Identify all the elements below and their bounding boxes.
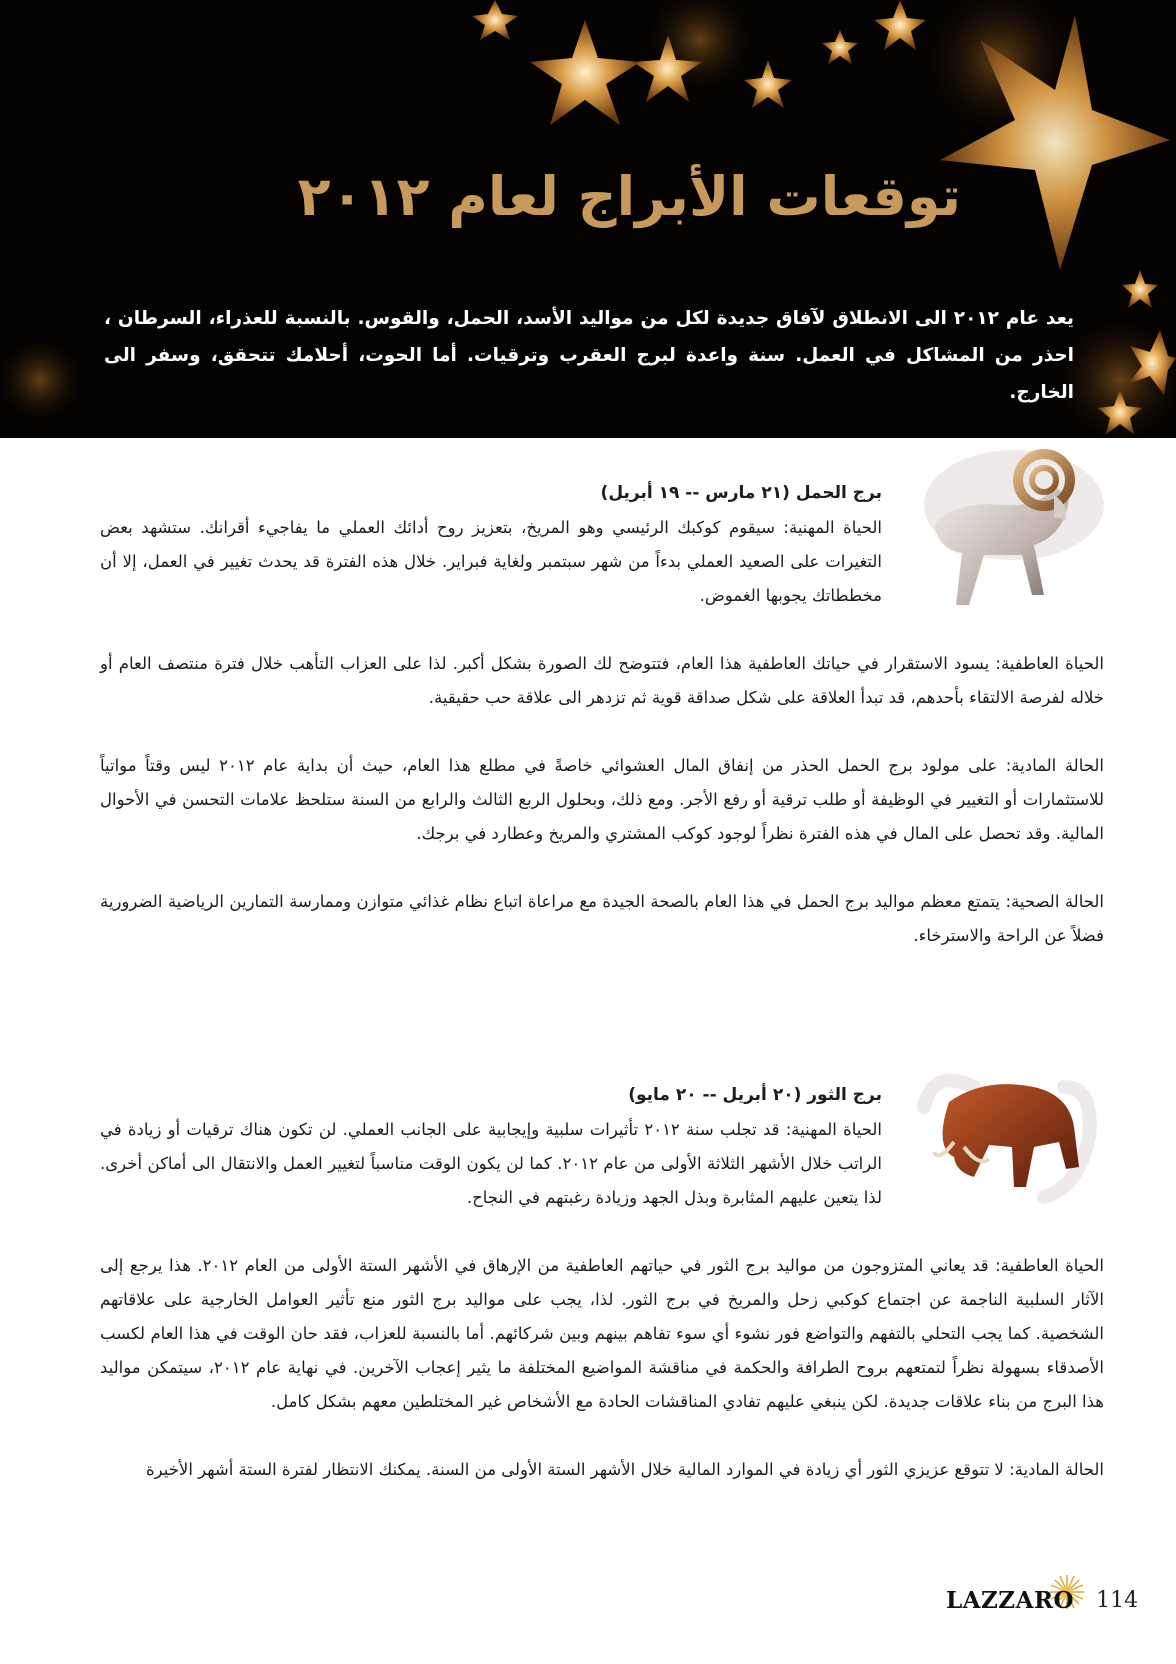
page-title: توقعات الأبراج لعام ٢٠١٢ [297,165,961,228]
taurus-bull-image [894,1047,1104,1207]
taurus-heading: برج الثور (٢٠ أبريل -- ٢٠ مايو) [628,1085,882,1105]
aries-money-paragraph: الحالة المادية: على مولود برج الحمل الحذر من إنفاق المال العشوائي خاصةً في مطلع هذا العام، حيث أن بداية عام ٢٠١٢ ليس وقتاً مواتياً للاستثمارات أو التغيير في الوظيفة أو طلب ترقية أو رفع الأجر. ومع ذلك، وبحلول الربع الثالث والرابع من السنة ستلحظ علامات التحسن في الأحوال المالية. وقد تحصل على المال في هذه الفترة نظراً لوجود كوكب المشتري والمريخ وعطارد في برجك. [100,756,1104,843]
aries-heading: برج الحمل (٢١ مارس -- ١٩ أبريل) [600,483,882,503]
taurus-love-paragraph: الحياة العاطفية: قد يعاني المتزوجون من مواليد برج الثور في حياتهم العاطفية من الإرهاق في الأشهر الستة الأولى من العام ٢٠١٢. هذا يرجع إلى الآثار السلبية الناجمة عن اجتماع كوكبي زحل والمريخ في برج الثور. لذا، يجب على مواليد برج الثور منع تأثير العوامل الخارجية على علاقاتهم الشخصية. كما يجب التحلي بالتفهم والتواضع فور نشوء أي سوء تفاهم بينهم وبين شركائهم. أما بالنسبة للعزاب، فقد حان الوقت في هذا العام لكسب الأصدقاء بسهولة نظراً لتمتعهم بروح الطرافة والحكمة في مناقشة المواضيع المختلفة ما يثير إعجاب الآخرين. في نهاية عام ٢٠١٢، سيتمكن مواليد هذا البرج من بناء علاقات جديدة. لكن ينبغي عليهم تفادي المناقشات الحادة مع الأشخاص غير المختلطين معهم بشكل كامل. [100,1256,1104,1411]
taurus-career-paragraph: الحياة المهنية: قد تجلب سنة ٢٠١٢ تأثيرات سلبية وإيجابية على الجانب العملي. لن تكون هناك ترقيات أو زيادة في الراتب خلال الأشهر الثلاثة الأولى من عام ٢٠١٢. كما لن يكون الوقت مناسباً لتغيير العمل والانتقال الى أماكن أخرى. لذا يتعين عليهم المثابرة وبذل الجهد وزيادة رغبتهم في النجاح. [100,1120,882,1207]
intro-paragraph: يعد عام ٢٠١٢ الى الانطلاق لآفاق جديدة لكل من مواليد الأسد، الحمل، والقوس. بالنسبة للعذراء، السرطان ، احذر من المشاكل في العمل. سنة واعدة لبرج العقرب وترقيات. أما الحوت، أحلامك تتحقق، وسفر الى الخارج. [104,308,1074,403]
page-footer [946,1580,1138,1620]
aries-love-paragraph: الحياة العاطفية: يسود الاستقرار في حياتك العاطفية هذا العام، فتتوضح لك الصورة بشكل أكبر. لذا على العزاب التأهب خلال فترة منتصف العام أو خلاله لفرصة الالتقاء بأحدهم، قد تبدأ العلاقة على شكل صداقة قوية ثم تزدهر الى علاقة حب حقيقية. [100,654,1104,707]
brand-logo [946,1587,1074,1614]
taurus-money-paragraph: الحالة المادية: لا تتوقع عزيزي الثور أي زيادة في الموارد المالية خلال الأشهر الستة الأولى من السنة. يمكنك الانتظار لفترة الستة أشهر الأخيرة [146,1460,1104,1479]
brand-name: LAZZARO [946,1586,1075,1614]
aries-section [100,475,1104,987]
header-banner [0,0,1176,438]
aries-health-paragraph: الحالة الصحية: يتمتع معظم مواليد برج الحمل في هذا العام بالصحة الجيدة مع مراعاة اتباع نظام غذائي متوازن وممارسة التمارين الرياضية الضرورية فضلاً عن الراحة والاسترخاء. [100,892,1104,945]
aries-ram-image [894,445,1104,615]
page-number: 114 [1096,1587,1139,1613]
aries-career-paragraph: الحياة المهنية: سيقوم كوكبك الرئيسي وهو المريخ، بتعزيز روح أدائك العملي ما يفاجيء أقرانك. ستشهد بعض التغيرات على الصعيد العملي بدءاً من شهر سبتمبر ولغاية فبراير. خلال هذه الفترة قد يحدث تغيير في العمل، إلا أن مخططاتك يجوبها الغموض. [100,518,882,605]
taurus-section [100,1077,1104,1521]
